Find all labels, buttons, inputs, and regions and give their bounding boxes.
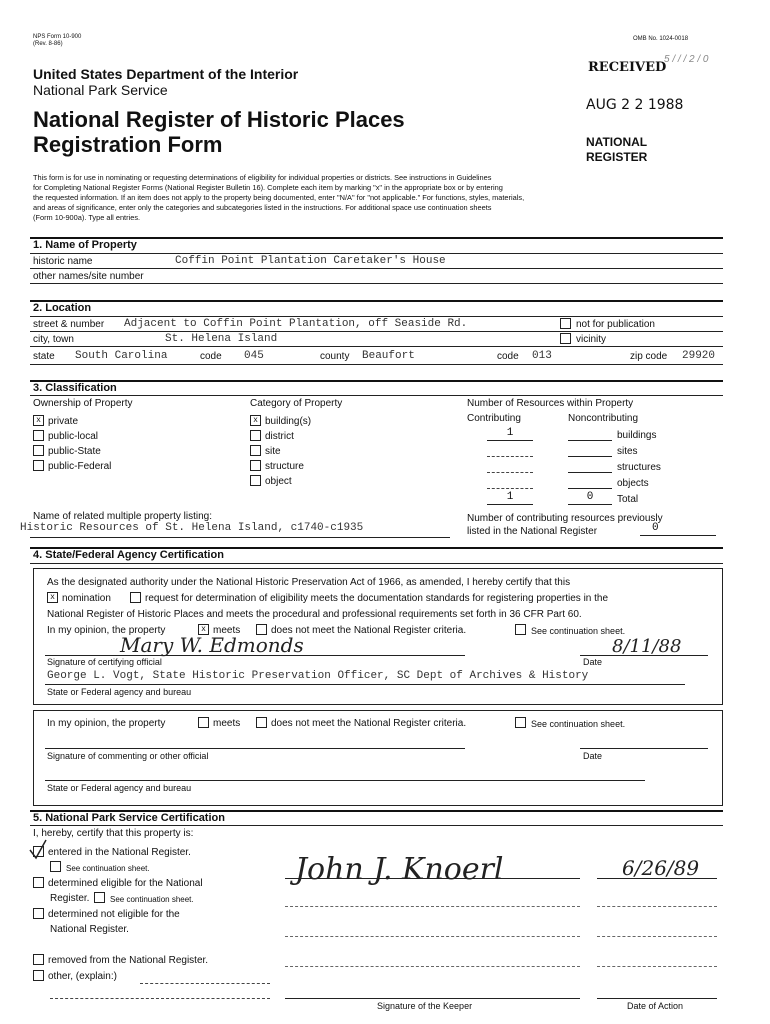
rule	[30, 268, 723, 269]
eligible-continuation-label: See continuation sheet.	[110, 895, 194, 904]
rule	[580, 748, 708, 749]
determination-request-checkbox[interactable]	[130, 592, 141, 603]
rule	[285, 906, 580, 907]
national-stamp: NATIONAL	[586, 135, 648, 149]
cert-text-line2: request for determination of eligibility meets the documentation standards for registering properties in the	[145, 593, 609, 604]
rule	[30, 825, 723, 826]
rule	[285, 998, 580, 999]
ownership-public-local-label: public-local	[48, 431, 99, 442]
contributing-total-field[interactable]: 1	[487, 491, 533, 505]
department-name: United States Department of the Interior	[33, 66, 299, 82]
ownership-public-state-label: public-State	[48, 446, 101, 457]
ownership-public-local-checkbox[interactable]	[33, 430, 44, 441]
rule	[30, 537, 450, 538]
category-structure-label: structure	[265, 461, 304, 472]
check-mark-icon	[28, 838, 48, 860]
opinion-text: In my opinion, the property	[47, 625, 166, 636]
continuation-sheet-checkbox-2[interactable]	[515, 717, 526, 728]
cert-text-line3: National Register of Historic Places and meets the procedural and professional requirements set forth in 36 CFR Part 60.	[47, 609, 582, 620]
not-for-publication-label: not for publication	[576, 319, 655, 330]
ownership-heading: Ownership of Property	[33, 398, 133, 409]
intro-line: for Completing National Register Forms (National Register Bulletin 16). Complete each item by marking "x" in the appropriate box or by entering	[33, 183, 503, 192]
rule	[50, 998, 270, 999]
rule	[30, 283, 723, 284]
previously-listed-label: Number of contributing resources previously	[467, 513, 663, 524]
noncontributing-heading: Noncontributing	[568, 413, 639, 424]
intro-line: This form is for use in nominating or requesting determinations of eligibility for individual properties or districts. See instructions in Guidelines	[33, 173, 492, 182]
category-object-checkbox[interactable]	[250, 475, 261, 486]
does-not-meet-label-2: does not meet the National Register criteria.	[271, 718, 467, 729]
determined-eligible-label: determined eligible for the National	[48, 878, 203, 889]
section-5-title: 5. National Park Service Certification	[33, 812, 225, 824]
category-site-checkbox[interactable]	[250, 445, 261, 456]
nomination-label: nomination	[62, 593, 111, 604]
other-checkbox[interactable]	[33, 970, 44, 981]
previously-listed-field[interactable]: 0	[640, 522, 716, 536]
intro-line: and areas of significance, enter only the categories and subcategories listed in the instructions. For additional space use continuation sheets	[33, 203, 492, 212]
street-field[interactable]: Adjacent to Coffin Point Plantation, off Seaside Rd.	[124, 318, 468, 330]
action-date-field[interactable]: 6/26/89	[622, 856, 700, 880]
intro-instructions	[33, 173, 524, 223]
category-buildings-checkbox[interactable]: x	[250, 415, 261, 426]
rule	[597, 966, 717, 967]
does-not-meet-label: does not meet the National Register criteria.	[271, 625, 467, 636]
county-label: county	[320, 351, 350, 362]
rule	[285, 936, 580, 937]
meets-checkbox[interactable]: x	[198, 624, 209, 635]
form-revision: (Rev. 8-86)	[33, 41, 63, 47]
category-heading: Category of Property	[250, 398, 343, 409]
cert-text-line1: As the designated authority under the National Historic Preservation Act of 1966, as amended, I hereby certify that this	[47, 577, 571, 588]
rule	[140, 983, 270, 984]
meets-checkbox-2[interactable]	[198, 717, 209, 728]
city-field[interactable]: St. Helena Island	[165, 333, 278, 345]
section-2-title: 2. Location	[33, 302, 92, 314]
noncontributing-total-field[interactable]: 0	[568, 491, 612, 505]
street-label: street & number	[33, 319, 105, 330]
ownership-public-state-checkbox[interactable]	[33, 445, 44, 456]
historic-name-field[interactable]: Coffin Point Plantation Caretaker's House	[175, 255, 446, 267]
zip-label: zip code	[630, 351, 668, 362]
city-label: city, town	[33, 334, 74, 345]
keeper-signature-label: Signature of the Keeper	[377, 1001, 473, 1011]
rule	[30, 331, 723, 332]
structures-label: structures	[617, 462, 661, 473]
multiple-property-label: Name of related multiple property listing:	[33, 511, 212, 522]
resources-heading: Number of Resources within Property	[467, 398, 634, 409]
intro-line: the requested information. If an item does not apply to the property being documented, enter "N/A" for "not applicable." For functions, styles, materials,	[33, 193, 525, 202]
eligible-continuation-checkbox[interactable]	[94, 892, 105, 903]
date-of-action-label: Date of Action	[627, 1001, 684, 1011]
rule	[30, 563, 723, 564]
determined-not-eligible-checkbox[interactable]	[33, 908, 44, 919]
section-3-title: 3. Classification	[33, 382, 117, 394]
noncontributing-objects-field[interactable]	[568, 475, 612, 489]
contributing-objects-field[interactable]	[487, 475, 533, 489]
certifying-signature: Mary W. Edmonds	[120, 633, 304, 657]
register-stamp: REGISTER	[586, 150, 648, 164]
section-divider	[30, 380, 723, 382]
certification-date-field[interactable]: 8/11/88	[612, 636, 682, 657]
intro-line: (Form 10-900a). Type all entries.	[33, 213, 141, 222]
rule	[30, 316, 723, 317]
rule	[597, 936, 717, 937]
contributing-sites-field[interactable]	[487, 443, 533, 457]
form-title-line2: Registration Form	[33, 132, 223, 157]
not-for-publication-checkbox[interactable]	[560, 318, 571, 329]
keeper-signature: John J. Knoerl	[295, 852, 504, 887]
commenting-signature-label: Signature of commenting or other official	[47, 751, 209, 761]
state-field[interactable]: South Carolina	[75, 350, 168, 362]
ownership-public-federal-label: public-Federal	[48, 461, 112, 472]
determined-eligible-checkbox[interactable]	[33, 877, 44, 888]
state-label: state	[33, 351, 55, 362]
sites-label: sites	[617, 446, 638, 457]
entered-continuation-label: See continuation sheet.	[66, 864, 150, 873]
determined-not-eligible-label-2: National Register.	[50, 924, 129, 935]
ownership-public-federal-checkbox[interactable]	[33, 460, 44, 471]
zip-field[interactable]: 29920	[682, 350, 716, 362]
rule	[45, 748, 465, 749]
continuation-sheet-label: See continuation sheet.	[531, 626, 626, 636]
category-object-label: object	[265, 476, 292, 487]
rule	[30, 346, 723, 347]
determined-eligible-label-2: Register.	[50, 893, 90, 904]
opinion-text-2: In my opinion, the property	[47, 718, 166, 729]
contributing-structures-field[interactable]	[487, 459, 533, 473]
agency-field[interactable]: George L. Vogt, State Historic Preservation Officer, SC Dept of Archives & History	[47, 670, 589, 682]
date-label-2: Date	[583, 751, 603, 761]
rule	[597, 878, 717, 879]
buildings-label: buildings	[617, 430, 657, 441]
rule	[45, 780, 645, 781]
section-divider	[30, 300, 723, 302]
category-structure-checkbox[interactable]	[250, 460, 261, 471]
meets-label: meets	[213, 625, 241, 636]
state-code-label: code	[200, 351, 222, 362]
date-label: Date	[583, 657, 603, 667]
received-stamp: RECEIVED	[588, 60, 667, 75]
agency-label: State or Federal agency and bureau	[47, 687, 192, 697]
section-1-title: 1. Name of Property	[33, 239, 137, 251]
category-district-checkbox[interactable]	[250, 430, 261, 441]
contributing-heading: Contributing	[467, 413, 521, 424]
section-4-title: 4. State/Federal Agency Certification	[33, 549, 224, 561]
county-field[interactable]: Beaufort	[362, 350, 415, 362]
determined-not-eligible-label: determined not eligible for the	[48, 909, 180, 920]
category-site-label: site	[265, 446, 281, 457]
total-label: Total	[617, 494, 639, 505]
ownership-private-checkbox[interactable]: x	[33, 415, 44, 426]
historic-name-label: historic name	[33, 256, 93, 267]
contributing-buildings-field[interactable]: 1	[487, 427, 533, 441]
noncontributing-sites-field[interactable]	[568, 443, 612, 457]
category-district-label: district	[265, 431, 294, 442]
keeper-certify-text: I, hereby, certify that this property is:	[33, 828, 194, 839]
vicinity-label: vicinity	[576, 334, 607, 345]
state-code-field[interactable]: 045	[244, 350, 264, 362]
ownership-private-label: private	[48, 416, 79, 427]
nomination-checkbox[interactable]: x	[47, 592, 58, 603]
meets-label-2: meets	[213, 718, 241, 729]
county-code-label: code	[497, 351, 519, 362]
continuation-sheet-label-2: See continuation sheet.	[531, 719, 626, 729]
vicinity-checkbox[interactable]	[560, 333, 571, 344]
rule	[30, 395, 723, 396]
objects-label: objects	[617, 478, 649, 489]
category-buildings-label: building(s)	[265, 416, 312, 427]
rule	[285, 966, 580, 967]
noncontributing-buildings-field[interactable]	[568, 427, 612, 441]
received-stamp-scrawl: 5 / / / 2 / 0	[664, 54, 709, 65]
removed-checkbox[interactable]	[33, 954, 44, 965]
multiple-property-field[interactable]: Historic Resources of St. Helena Island, c1740-c1935	[20, 522, 364, 534]
rule	[30, 364, 723, 365]
entered-label: entered in the National Register.	[48, 847, 191, 858]
county-code-field[interactable]: 013	[532, 350, 552, 362]
other-names-label: other names/site number	[33, 271, 144, 282]
rule	[45, 684, 685, 685]
entered-continuation-checkbox[interactable]	[50, 861, 61, 872]
rule	[597, 998, 717, 999]
agency-label-2: State or Federal agency and bureau	[47, 783, 192, 793]
rule	[30, 253, 723, 254]
rule	[285, 878, 580, 879]
removed-label: removed from the National Register.	[48, 955, 209, 966]
omb-number: OMB No. 1024-0018	[633, 36, 689, 42]
form-number: NPS Form 10-900	[33, 34, 82, 40]
rule	[597, 906, 717, 907]
does-not-meet-checkbox-2[interactable]	[256, 717, 267, 728]
previously-listed-label-2: listed in the National Register	[467, 526, 598, 537]
received-date-stamp: AUG 2 2 1988	[586, 97, 684, 113]
signature-label: Signature of certifying official	[47, 657, 162, 667]
form-title-line1: National Register of Historic Places	[33, 107, 405, 132]
rule	[45, 655, 465, 656]
noncontributing-structures-field[interactable]	[568, 459, 612, 473]
service-name: National Park Service	[33, 82, 168, 98]
continuation-sheet-checkbox[interactable]	[515, 624, 526, 635]
other-label: other, (explain:)	[48, 971, 117, 982]
